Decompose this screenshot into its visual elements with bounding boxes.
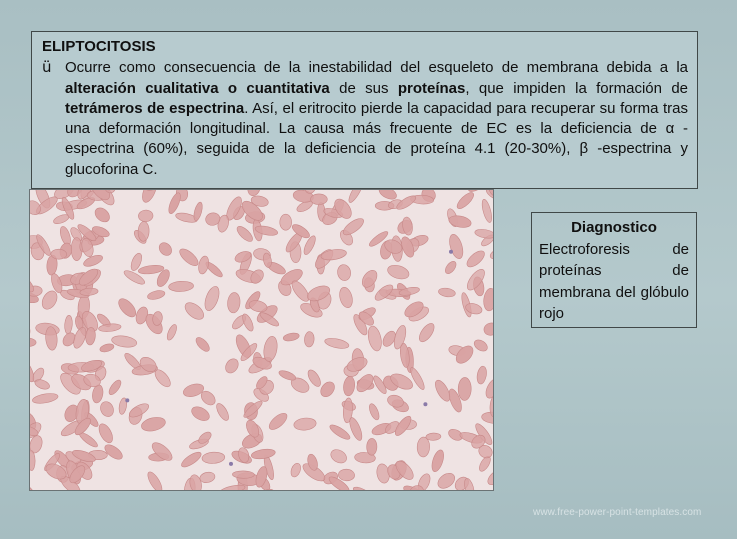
red-blood-cell	[338, 286, 355, 309]
platelet	[229, 462, 233, 466]
red-blood-cell	[447, 233, 465, 260]
red-blood-cell	[289, 278, 312, 304]
red-blood-cell	[168, 281, 193, 292]
red-blood-cell	[426, 433, 441, 441]
text-run: , que impiden la formación de	[465, 79, 689, 97]
text-run: Ocurre como consecuencia de la inestabilidad del esqueleto de membrana debida a la	[65, 59, 688, 77]
red-blood-cell	[51, 249, 67, 260]
red-blood-cell	[32, 392, 59, 405]
red-blood-cell	[474, 228, 494, 240]
platelet	[449, 250, 453, 254]
red-blood-cell	[430, 449, 446, 474]
red-blood-cell	[352, 485, 374, 491]
red-blood-cell	[182, 299, 207, 322]
red-blood-cell	[166, 191, 182, 215]
red-blood-cell	[64, 315, 73, 334]
checkmark-bullet-icon: ü	[42, 58, 52, 77]
red-blood-cell	[140, 415, 167, 433]
red-blood-cell	[116, 296, 139, 320]
red-blood-cell	[179, 450, 203, 470]
red-blood-cell	[311, 194, 328, 205]
red-blood-cell	[138, 209, 154, 222]
platelet	[423, 402, 427, 406]
red-blood-cell	[435, 470, 457, 491]
red-blood-cell	[82, 253, 104, 269]
red-blood-cell	[458, 377, 471, 400]
red-blood-cell	[338, 469, 355, 482]
red-blood-cell	[280, 214, 292, 230]
red-blood-cell	[464, 248, 487, 270]
bullet-paragraph	[42, 57, 688, 180]
red-blood-cell	[98, 323, 121, 333]
red-blood-cell	[347, 190, 366, 204]
red-blood-cell	[328, 422, 352, 441]
red-blood-cell	[157, 240, 174, 258]
red-blood-cell	[386, 263, 411, 281]
red-blood-cell	[199, 471, 216, 484]
red-blood-cell	[147, 289, 166, 301]
red-blood-cell	[417, 437, 430, 457]
red-blood-cell	[476, 365, 488, 384]
red-blood-cell	[140, 190, 160, 204]
red-blood-cell	[202, 285, 222, 313]
watermark: www.free-power-point-templates.com	[533, 507, 702, 518]
diagnostico-body: Electroforesis de proteínas de membrana del glóbulo rojo	[539, 240, 689, 322]
red-blood-cell	[482, 321, 494, 337]
bold-run: tetrámeros de espectrina	[65, 99, 245, 117]
red-blood-cell	[111, 334, 138, 349]
red-blood-cell	[227, 292, 241, 313]
red-blood-cell	[342, 376, 355, 397]
red-blood-cell	[480, 198, 493, 223]
red-blood-cell	[248, 267, 266, 285]
red-blood-cell	[107, 378, 123, 396]
red-blood-cell	[92, 205, 112, 225]
red-blood-cell	[138, 221, 150, 241]
red-blood-cell	[293, 417, 317, 431]
red-blood-cell	[485, 466, 494, 487]
red-blood-cell	[438, 287, 456, 298]
red-blood-cell	[336, 264, 352, 282]
red-blood-cell	[30, 480, 37, 491]
red-blood-cell	[341, 216, 366, 238]
bold-run: alteración cualitativa o cuantitativa	[65, 79, 330, 97]
red-blood-cell	[30, 338, 36, 347]
text-run: . Así, el eritrocito pierde la capacidad para recuperar su forma tras una deformación longitudinal. La causa más frecuente de EC es la deficiencia de α -espectrina (60%), seguida de la deficiencia de proteína 4.1 (20-30%), β -espectrina y glucoforina C.	[65, 99, 688, 178]
main-text-box	[31, 31, 698, 189]
red-blood-cell	[366, 325, 384, 352]
red-blood-cell	[267, 410, 290, 432]
red-blood-cell	[145, 470, 164, 491]
red-blood-cell	[455, 190, 476, 211]
red-blood-cell	[197, 255, 210, 275]
red-blood-cell	[320, 248, 347, 262]
red-blood-cell	[251, 448, 276, 461]
blood-smear-image	[29, 189, 494, 491]
diagnostico-title: Diagnostico	[571, 219, 657, 236]
red-blood-cell	[30, 451, 35, 471]
red-blood-cell	[472, 338, 489, 354]
red-blood-cell	[214, 402, 231, 423]
red-blood-cell	[232, 471, 254, 479]
platelet	[125, 398, 129, 402]
red-blood-cell	[223, 356, 241, 375]
slide-title: ELIPTOCITOSIS	[42, 38, 156, 55]
red-blood-cell	[235, 224, 255, 244]
red-blood-cell	[489, 246, 494, 261]
red-blood-cell	[304, 331, 315, 347]
elliptocytes-micrograph	[30, 190, 494, 491]
bold-run: proteínas	[397, 79, 466, 97]
red-blood-cell	[278, 369, 297, 382]
red-blood-cell	[192, 201, 204, 221]
red-blood-cell	[328, 447, 349, 466]
red-blood-cell	[194, 335, 212, 353]
red-blood-cell	[359, 268, 380, 290]
red-blood-cell	[367, 438, 377, 455]
red-blood-cell	[96, 422, 115, 445]
red-blood-cell	[102, 442, 124, 462]
red-blood-cell	[177, 246, 201, 269]
red-blood-cell	[283, 332, 300, 342]
red-blood-cell	[482, 288, 494, 312]
text-run: de sus	[329, 79, 398, 97]
red-blood-cell	[202, 451, 226, 464]
red-blood-cell	[165, 323, 178, 341]
red-blood-cell	[189, 404, 211, 423]
red-blood-cell	[289, 462, 302, 478]
red-blood-cell	[324, 337, 350, 351]
red-blood-cell	[416, 321, 437, 344]
red-blood-cell	[443, 259, 458, 275]
red-blood-cell	[98, 400, 116, 419]
red-blood-cell	[367, 402, 381, 421]
red-blood-cell	[318, 379, 337, 399]
diagnostico-box	[531, 212, 697, 328]
red-blood-cell	[99, 342, 115, 353]
